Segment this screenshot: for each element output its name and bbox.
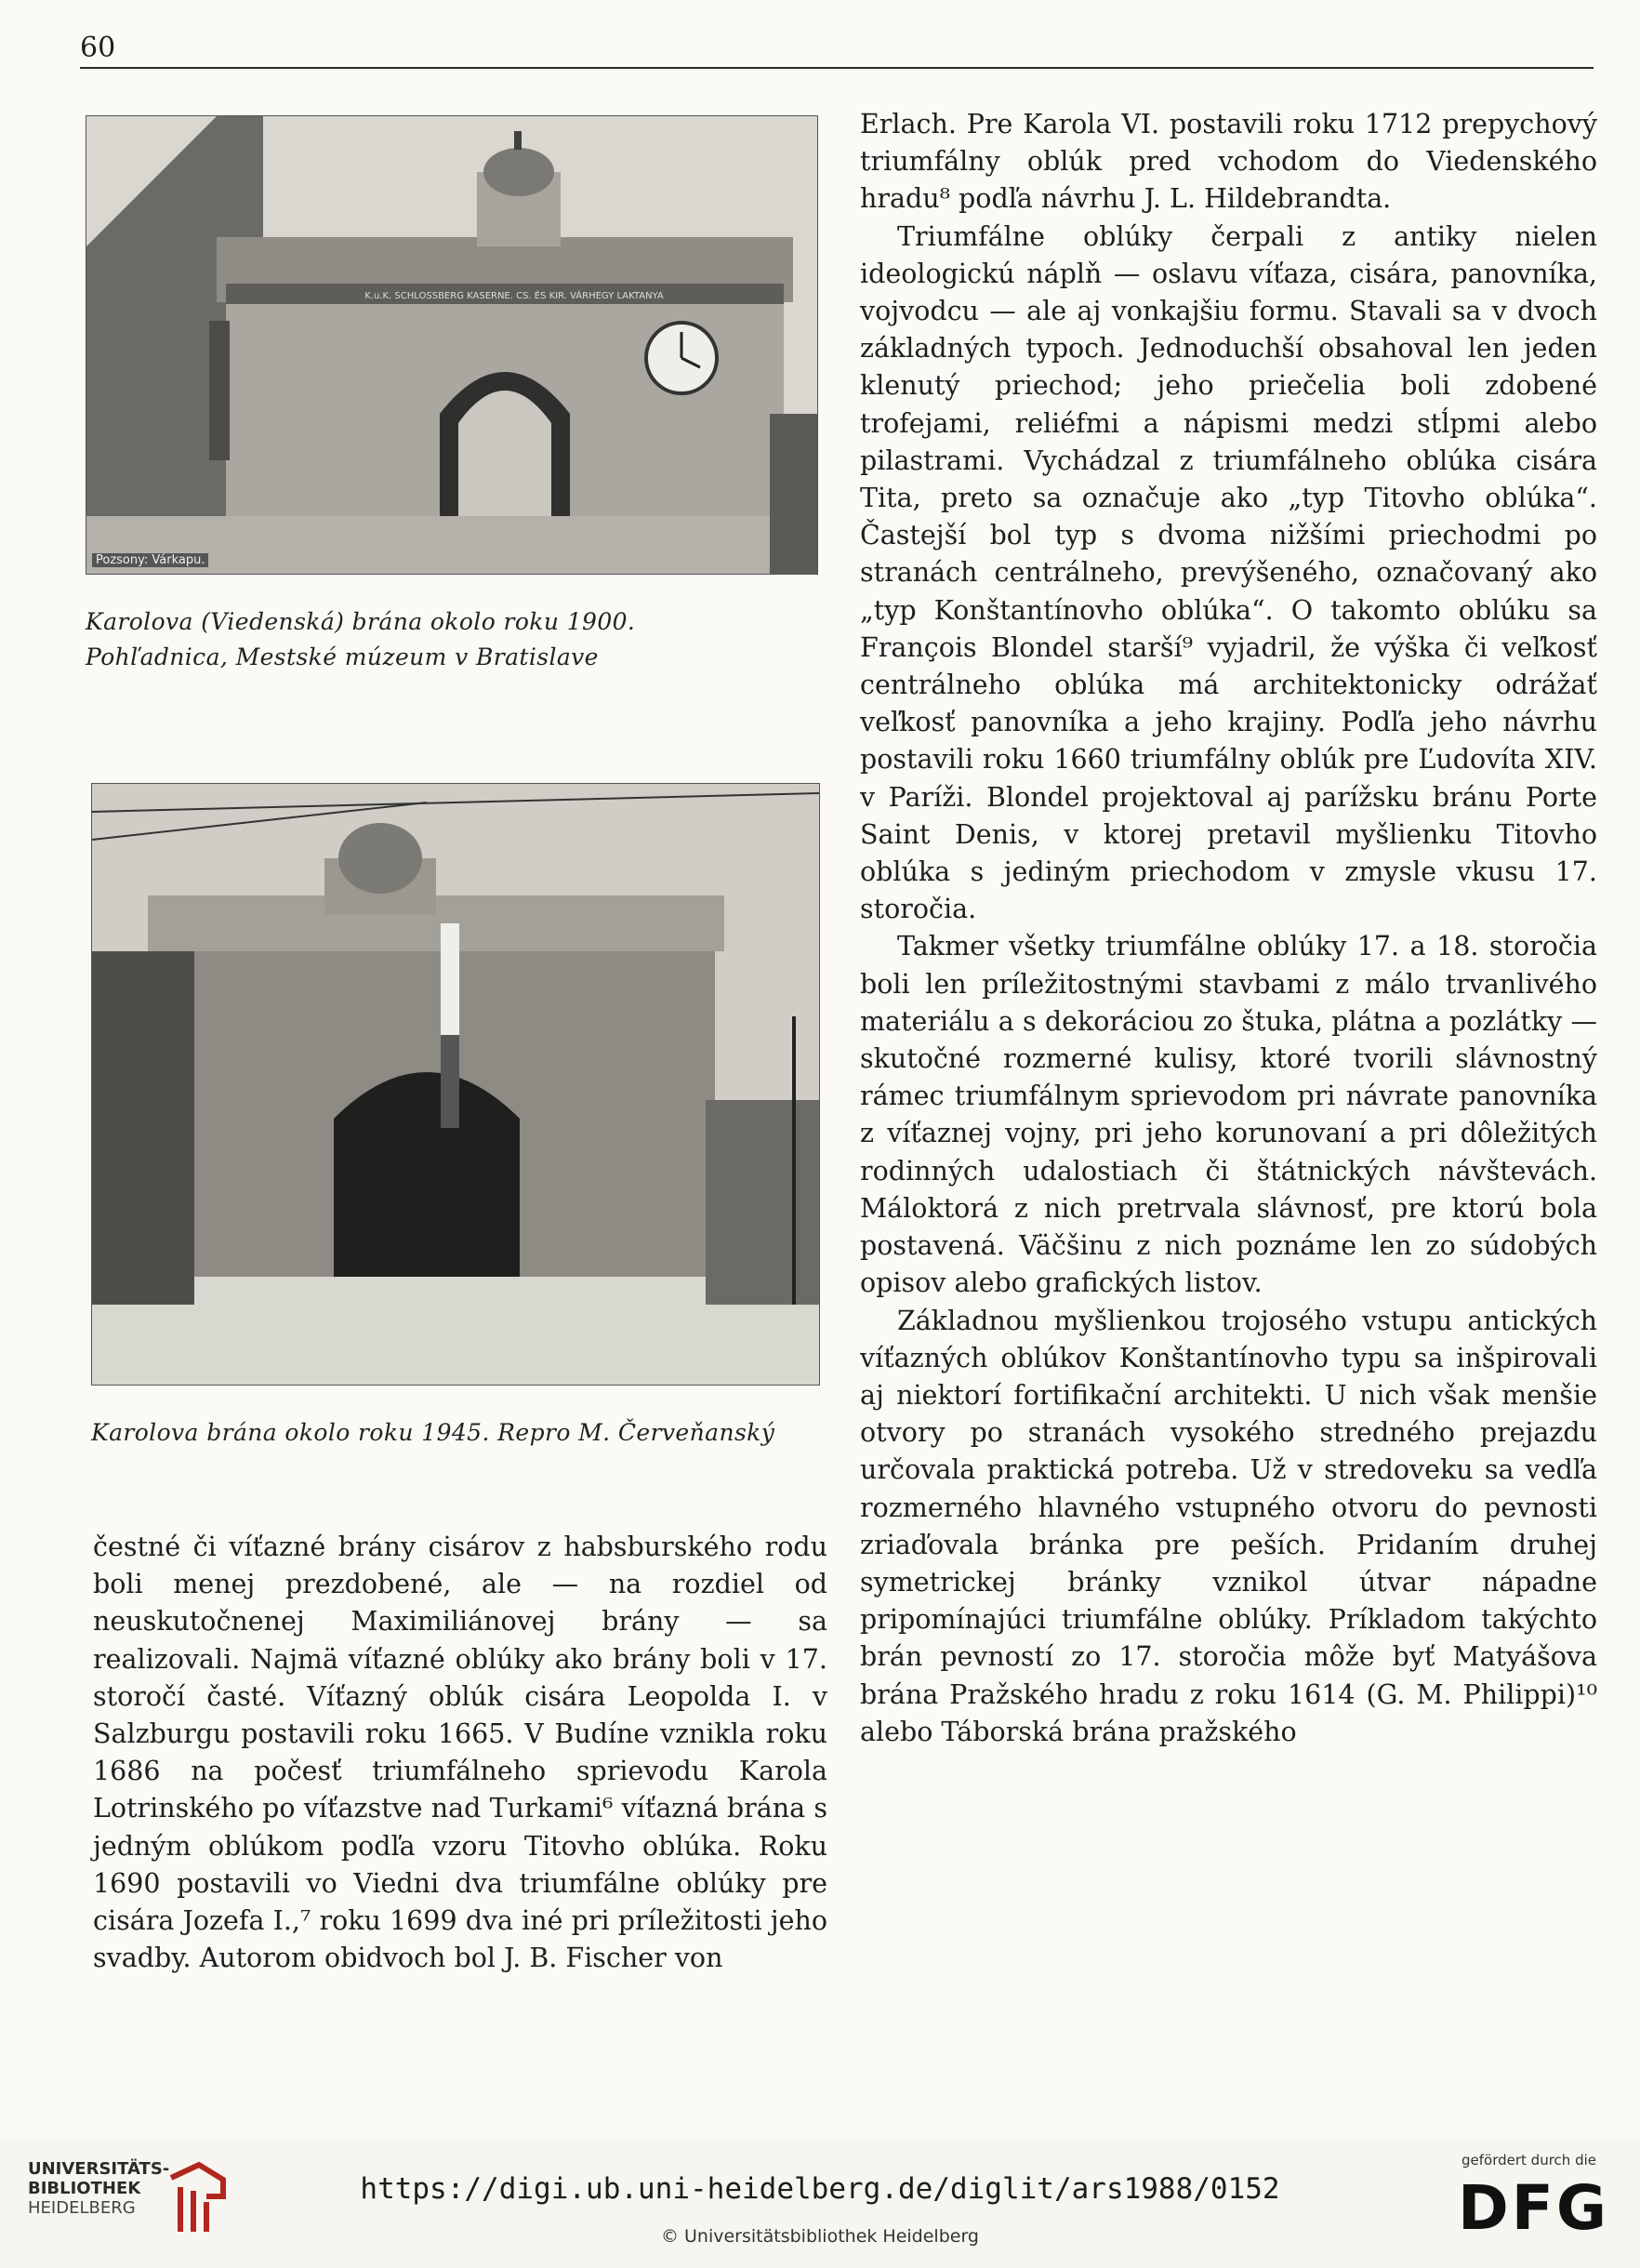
digital-copy-url-link[interactable]: https://digi.ub.uni-heidelberg.de/diglit/ars1988/0152 [360,2172,1280,2206]
photo-gate-1900 [86,115,818,575]
photo-gate-1945-drawing [92,784,819,1385]
caption-line: Karolova (Viedenská) brána okolo roku 1900. [86,608,636,635]
left-column-text [93,1529,827,1977]
photo-label: Pozsony: Várkapu. [92,553,208,567]
right-column-text [860,106,1597,1751]
header-rule [80,67,1594,69]
copyright-notice: © Universitätsbibliothek Heidelberg [660,2226,979,2247]
paragraph: Takmer všetky triumfálne oblúky 17. a 18. storočia boli len príležitostnými stavbami z málo trvanlivého materiálu a s dekoráciou zo štuka, plátna a pozlátky — skutočné rozmerné kulisy, ktoré tvorili slávnostný rámec triumfálnym sprievodom pri návrate panovníka z víťaznej vojny, pri jeho korunovaní a pri dôležitých rodinných udalostiach či štátnických návštevách. Máloktorá z nich pretrvala slávnosť, pre ktorú bola postavená. Väčšinu z nich poznáme len zo súdobých opisov alebo grafických listov. [860,931,1597,1299]
photo-sign-text: K.u.K. SCHLOSSBERG KASERNE. CS. ÉS KIR. VÁRHEGY LAKTANYA [364,291,664,301]
caption-line: Pohľadnica, Mestské múzeum v Bratislave [86,643,599,670]
figure-caption-1 [86,604,829,675]
library-name-line: HEIDELBERG [28,2198,136,2218]
library-name-line: BIBLIOTHEK [28,2179,141,2198]
caption-line: Karolova brána okolo roku 1945. Repro M. Červeňanský [91,1419,775,1446]
funding-label: gefördert durch die [1461,2152,1596,2169]
figure-caption-2 [91,1415,835,1451]
paragraph: Erlach. Pre Karola VI. postavili roku 1712 prepychový triumfálny oblúk pred vchodom do Viedenského hradu⁸ podľa návrhu J. L. Hildebrandta. [860,109,1597,215]
paragraph: Základnou myšlienkou trojosého vstupu antických víťazných oblúkov Konštantínovho typu sa inšpirovali aj niektorí fortifikační architekti. U nich však menšie otvory po stranách vysokého stredného prejazdu určovala praktická potreba. Už v stredoveku sa vedľa rozmerného hlavného vstupného otvoru do pevnosti zriaďovala bránka pre peších. Pridaním druhej symetrickej bránky vznikol útvar nápadne pripomínajúci triumfálne oblúky. Príkladom takýchto brán pevností zo 17. storočia môže byť Matyášova brána Pražského hradu z roku 1614 (G. M. Philippi)¹⁰ alebo Táborská brána pražského [860,1305,1597,1747]
paragraph: Triumfálne oblúky čerpali z antiky nielen ideologickú náplň — oslavu víťaza, cisára, panovníka, vojvodcu — ale aj vonkajšiu formu. Stavali sa v dvoch základných typoch. Jednoduchší obsahoval len jeden klenutý priechod; jeho priečelia boli zdobené trofejami, reliéfmi a nápismi medzi stĺpmi alebo pilastrami. Vychádzal z triumfálneho oblúka cisára Tita, preto sa označuje ako „typ Titovho oblúka“. Častejší bol typ s dvoma nižšími priechodmi po stranách centrálneho, prevýšeného, označovaný ako „typ Konštantínovho oblúka“. O takomto oblúku sa François Blondel starší⁹ vyjadril, že výška či veľkosť centrálneho oblúka má architektonicky odrážať veľkosť panovníka a jeho krajiny. Podľa jeho návrhu postavili roku 1660 triumfálny oblúk pre Ľudovíta XIV. v Paríži. Blondel projektoval aj parížsku bránu Porte Saint Denis, v ktorej pretavil myšlienku Titovho oblúka s jediným priechodom v zmysle vkusu 17. storočia. [860,220,1597,925]
photo-gate-1945 [91,783,820,1386]
library-name-line: UNIVERSITÄTS- [28,2159,170,2179]
dfg-logo[interactable]: DFG [1458,2172,1610,2244]
paragraph: čestné či víťazné brány cisárov z habsburského rodu boli menej prezdobené, ale — na rozdiel od neuskutočnenej Maximiliánovej brány — sa realizovali. Najmä víťazné oblúky ako brány boli v 17. storočí časté. Víťazný oblúk cisára Leopolda I. v Salzburgu postavili roku 1665. V Budíne vznikla roku 1686 na počesť triumfálneho sprievodu Karola Lotrinského po víťazstve nad Turkami⁶ víťazná brána s jedným oblúkom podľa vzoru Titovho oblúka. Roku 1690 postavili vo Viedni dva triumfálne oblúky pre cisára Jozefa I.,⁷ roku 1699 dva iné pri príležitosti jeho svadby. Autorom obidvoch bol J. B. Fischer von [93,1532,827,1974]
page-number: 60 [80,32,116,64]
photo-gate-1900-drawing [86,116,817,574]
